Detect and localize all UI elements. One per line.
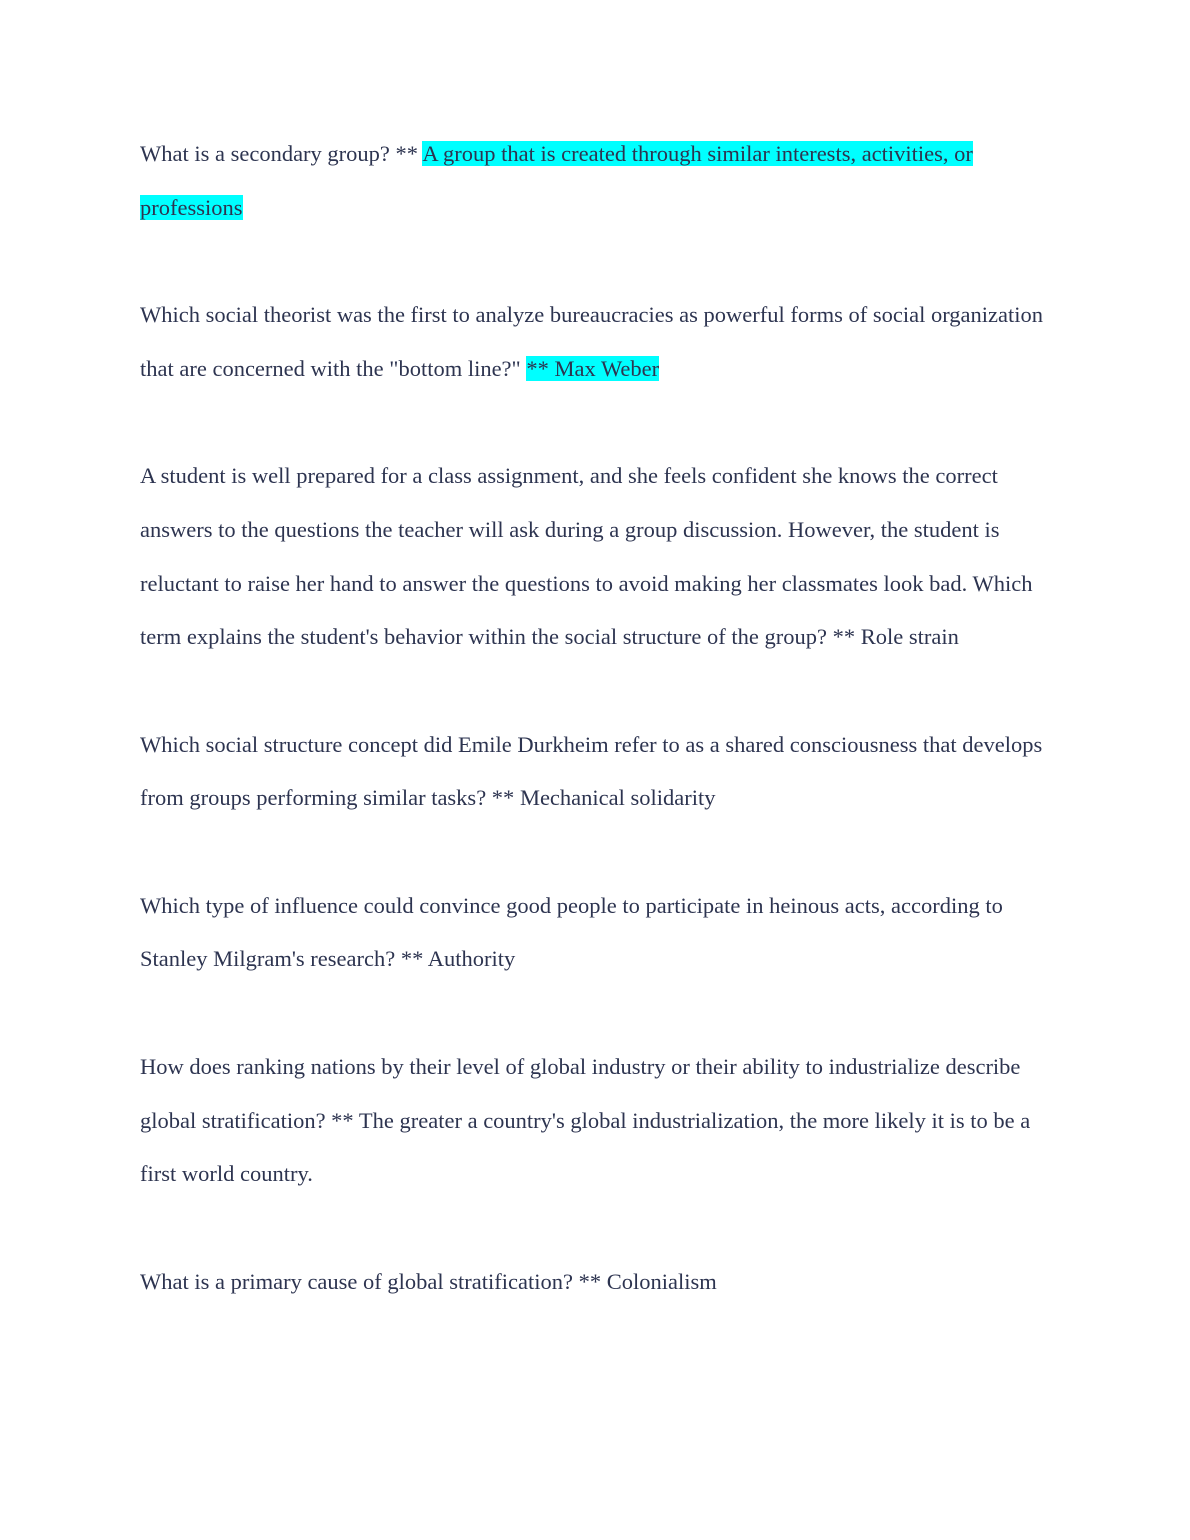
question-text: Which social theorist was the first to analyze bureaucracies as powerful forms of social organization that are concerned with the "bottom line?"	[140, 302, 1044, 381]
answer-text: The greater a country's global industrialization, the more likely it is to be a first world country.	[140, 1107, 1031, 1187]
qa-entry	[140, 449, 1050, 664]
qa-entry	[140, 718, 1050, 825]
qa-entry	[140, 127, 1050, 234]
question-text: A student is well prepared for a class assignment, and she feels confident she knows the correct answers to the questions the teacher will ask during a group discussion. However, the student is reluctant to raise her hand to answer the questions to avoid making her classmates look bad. Which term explains the student's behavior within the social structure of the group? **	[140, 463, 1033, 650]
document-body	[140, 127, 1050, 1362]
highlighted-answer: A group that is created through similar interests, activities, or professions	[140, 141, 973, 220]
question-text: How does ranking nations by their level of global industry or their ability to industrialize describe global stratification? **	[140, 1053, 1021, 1133]
qa-entry	[140, 879, 1050, 986]
answer-text: Role strain	[860, 624, 959, 650]
answer-text: Colonialism	[606, 1268, 717, 1294]
qa-entry	[140, 1255, 1050, 1309]
question-text: What is a secondary group? **	[140, 141, 423, 166]
question-text: Which social structure concept did Emile Durkheim refer to as a shared consciousness that develops from groups performing similar tasks? **	[140, 731, 1043, 811]
highlighted-answer: ** Max Weber	[526, 355, 660, 381]
answer-text: Mechanical solidarity	[519, 785, 716, 811]
question-text: Which type of influence could convince good people to participate in heinous acts, according to Stanley Milgram's research? **	[140, 892, 1003, 972]
answer-text: Authority	[427, 946, 516, 972]
qa-entry	[140, 1040, 1050, 1201]
qa-entry	[140, 288, 1050, 395]
question-text: What is a primary cause of global stratification? **	[140, 1268, 607, 1294]
